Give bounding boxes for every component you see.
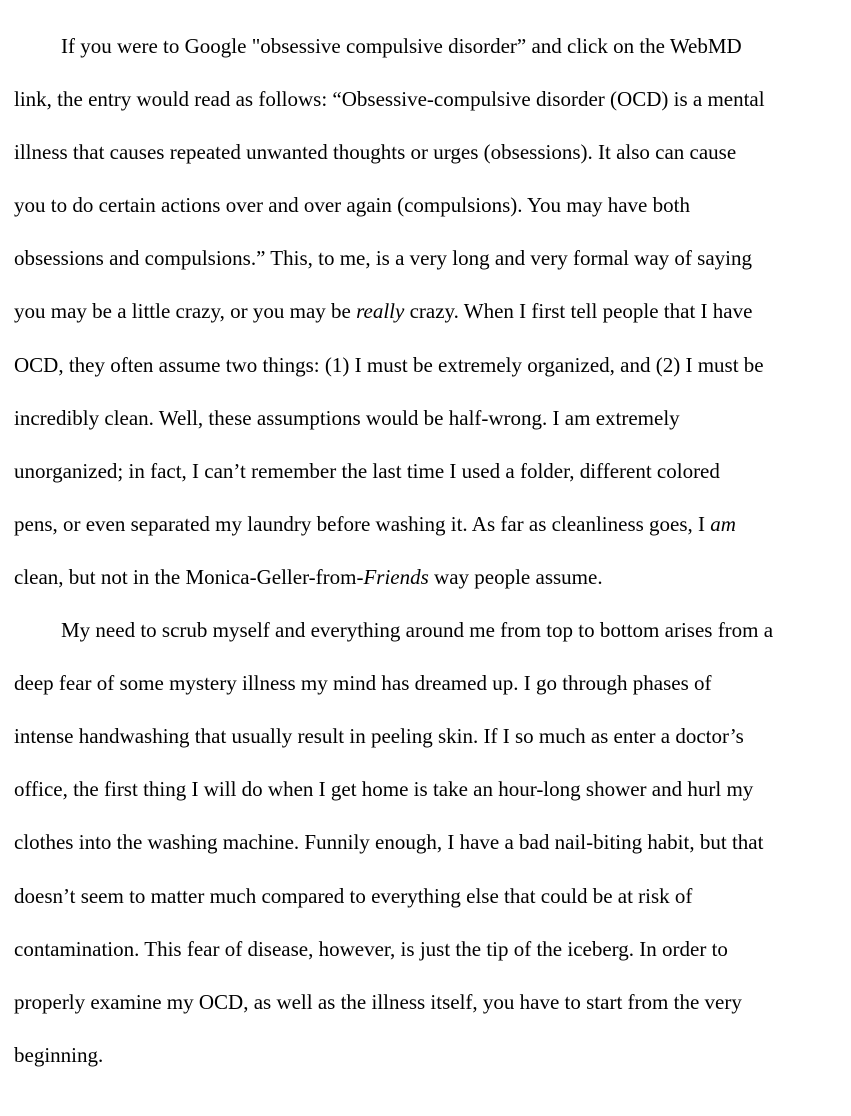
text-line: intense handwashing that usually result in peeling skin. If I so much as enter a doctor’s bbox=[14, 724, 744, 749]
document-page bbox=[14, 20, 844, 1082]
text-line: If you were to Google "obsessive compulsive disorder” and click on the WebMD bbox=[61, 34, 742, 58]
text-line: link, the entry would read as follows: “Obsessive-compulsive disorder (OCD) is a mental bbox=[14, 87, 765, 112]
text-line: clothes into the washing machine. Funnily enough, I have a bad nail-biting habit, but that bbox=[14, 830, 764, 855]
paragraph-1 bbox=[14, 20, 844, 604]
text-line: incredibly clean. Well, these assumptions would be half-wrong. I am extremely bbox=[14, 405, 680, 430]
text-line: deep fear of some mystery illness my mind has dreamed up. I go through phases of bbox=[14, 671, 712, 696]
text-line: office, the first thing I will do when I get home is take an hour-long shower and hurl my bbox=[14, 777, 754, 802]
emphasis: really bbox=[356, 299, 405, 324]
text-line: OCD, they often assume two things: (1) I must be extremely organized, and (2) I must be bbox=[14, 352, 764, 377]
text-line bbox=[14, 498, 844, 551]
text-line: unorganized; in fact, I can’t remember the last time I used a folder, different colored bbox=[14, 458, 720, 483]
text-segment: way people assume. bbox=[428, 564, 603, 589]
text-segment: you may be a little crazy, or you may be bbox=[14, 299, 357, 324]
text-line: contamination. This fear of disease, however, is just the tip of the iceberg. In order to bbox=[14, 936, 728, 961]
text-line: obsessions and compulsions.” This, to me, is a very long and very formal way of saying bbox=[14, 246, 752, 271]
text-line: properly examine my OCD, as well as the illness itself, you have to start from the very bbox=[14, 989, 742, 1014]
text-segment: crazy. When I first tell people that I have bbox=[404, 299, 753, 324]
text-line: My need to scrub myself and everything around me from top to bottom arises from a bbox=[61, 618, 774, 643]
text-line: illness that causes repeated unwanted thoughts or urges (obsessions). It also can cause bbox=[14, 140, 737, 165]
text-line: you to do certain actions over and over again (compulsions). You may have both bbox=[14, 193, 690, 218]
emphasis: Friends bbox=[363, 564, 429, 589]
text-line: doesn’t seem to matter much compared to everything else that could be at risk of bbox=[14, 883, 693, 908]
emphasis: am bbox=[710, 511, 736, 536]
text-line bbox=[14, 285, 844, 338]
text-line bbox=[14, 551, 844, 604]
text-segment: clean, but not in the Monica-Geller-from- bbox=[14, 564, 364, 589]
text-line: beginning. bbox=[14, 1042, 104, 1067]
paragraph-2 bbox=[14, 604, 844, 1082]
text-segment: pens, or even separated my laundry before washing it. As far as cleanliness goes, I bbox=[14, 511, 711, 536]
